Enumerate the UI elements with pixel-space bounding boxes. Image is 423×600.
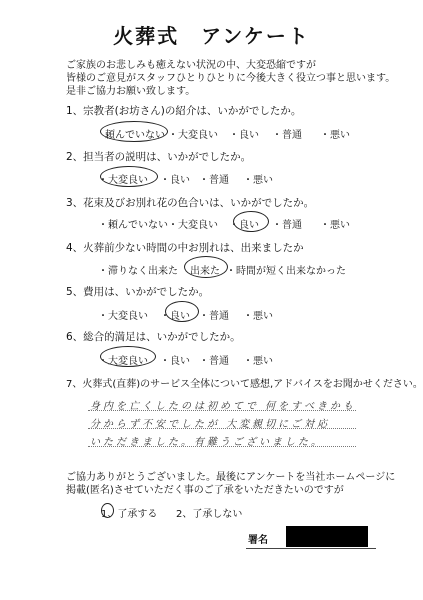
q6-option-1[interactable]: ・ 大変良い [98,352,148,367]
q6-option-4[interactable]: ・ 悪い [243,352,273,367]
consent-answer-circle [101,503,114,518]
answer-line-3: いただきました。有難うございました。 [90,437,324,448]
signature-label: 署名 [248,535,268,546]
consent-option-agree[interactable]: 1、了承する [101,509,158,520]
q3-option-2[interactable]: ・ 大変良い [168,216,218,231]
question-1-text: 1、宗教者(お坊さん)の紹介は、いかがでしたか。 [66,105,302,117]
q5-option-1[interactable]: ・ 大変良い [98,307,148,322]
q2-answer-circle [100,166,158,187]
q1-option-2[interactable]: ・ 大変良い [168,126,218,141]
question-7-text: 7、火葬式(直葬)のサービス全体について感想,アドバイスをお聞かせください。 [66,379,423,390]
q5-option-2[interactable]: ・ 良い [160,307,190,322]
redacted-signature [286,526,368,547]
q2-option-2[interactable]: ・ 良い [160,171,190,186]
q1-option-1[interactable]: 頼んでいない [105,130,165,141]
q3-option-1[interactable]: ・ 頼んでいない [98,216,168,231]
q6-option-2[interactable]: ・ 良い [160,352,190,367]
q4-option-3[interactable]: ・ 時間が短く出来なかった [226,262,346,277]
question-4-text: 4、火葬前少ない時間の中お別れは、出来ましたか [66,242,304,254]
q5-option-4[interactable]: ・ 悪い [243,307,273,322]
q5-answer-circle [165,301,199,322]
q5-option-3[interactable]: ・ 普通 [199,307,229,322]
q1-option-4[interactable]: ・ 普通 [272,126,302,141]
q4-answer-circle [184,256,228,278]
question-2-text: 2、担当者の説明は、いかがでしたか。 [66,151,252,163]
consent-option-decline[interactable]: 2、了承しない [176,509,243,520]
q1-option-3[interactable]: ・ 良い [229,126,259,141]
signature-line [246,548,376,549]
question-6-text: 6、総合的満足は、いかがでしたか。 [66,331,241,343]
q1-option-5[interactable]: ・ 悪い [320,126,350,141]
q1-answer-circle [100,121,168,142]
q2-option-4[interactable]: ・ 悪い [243,171,273,186]
q2-option-3[interactable]: ・ 普通 [199,171,229,186]
q6-option-3[interactable]: ・ 普通 [199,352,229,367]
q4-option-1[interactable]: ・ 滞りなく出来た [98,262,178,277]
q3-option-3[interactable]: ・ 良い [229,216,259,231]
intro-line-1: ご家族のお悲しみも癒えない状況の中、大変恐縮ですが [66,60,316,71]
intro-line-2: 皆様のご意見がスタッフひとりひとりに今後大きく役立つ事と思います。 [66,73,396,84]
closing-line-2: 掲載(匿名)させていただく事のご了承をいただきたいのですが [66,485,344,496]
question-5-text: 5、費用は、いかがでしたか。 [66,286,210,298]
closing-line-1: ご協力ありがとうございました。最後にアンケートを当社ホームページに [66,472,396,483]
q4-option-2[interactable]: 出来た [190,266,220,277]
q3-answer-circle [233,211,269,232]
q3-option-5[interactable]: ・ 悪い [320,216,350,231]
survey-title: 火葬式 アンケート [113,24,310,48]
q2-option-1[interactable]: ・ 大変良い [98,171,148,186]
q6-answer-circle [100,346,156,367]
answer-line-2: 分からず不安でしたが 大変親切にご対応 [90,419,331,430]
q3-option-4[interactable]: ・ 普通 [272,216,302,231]
answer-line-1: 身内を亡くしたのは初めてで 何をすべきかも [90,401,356,412]
intro-line-3: 是非ご協力お願い致します。 [66,86,196,97]
question-3-text: 3、花束及びお別れ花の色合いは、いかがでしたか。 [66,197,315,209]
